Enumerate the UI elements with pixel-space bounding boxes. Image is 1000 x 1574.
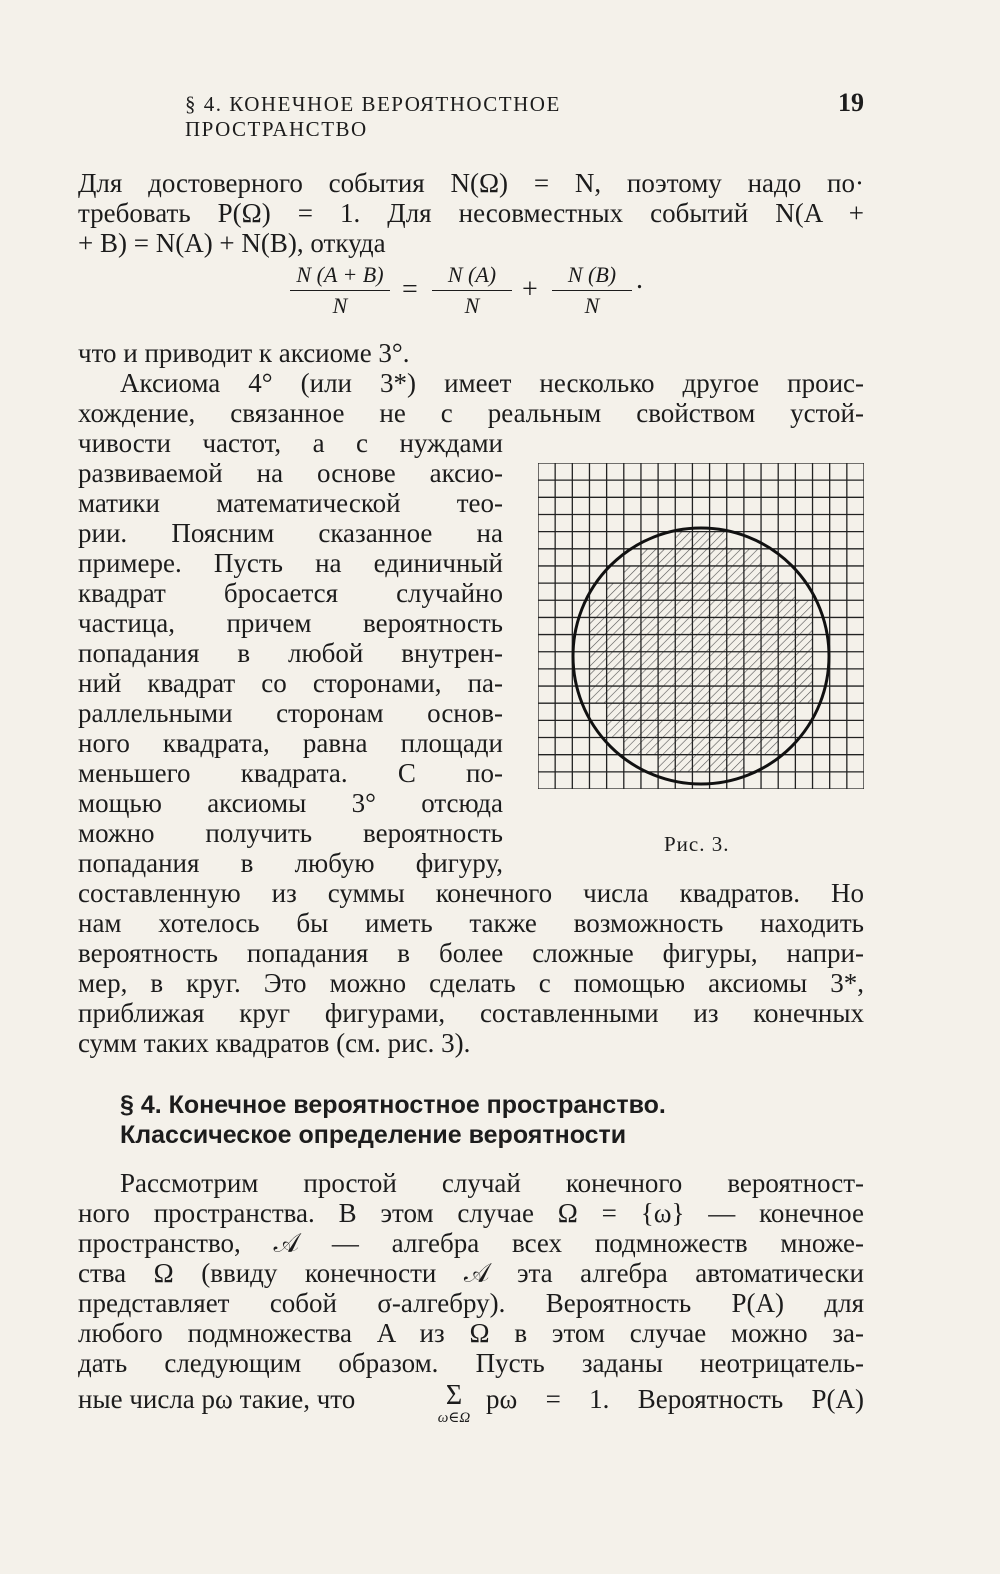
- text-line: pω = 1. Вероятность P(A): [486, 1384, 864, 1414]
- hatched-cell: [692, 566, 709, 583]
- hatched-cell: [658, 583, 675, 600]
- text-line: ний квадрат со сторонами, па-: [78, 668, 503, 698]
- hatched-cell: [607, 686, 624, 703]
- hatched-cell: [778, 583, 795, 600]
- section-subtitle: Классическое определение вероятности: [120, 1121, 627, 1149]
- hatched-cell: [744, 600, 761, 617]
- hatched-cell: [641, 617, 658, 634]
- hatched-cell: [744, 549, 761, 566]
- text-line: можно получить вероятность: [78, 818, 503, 848]
- hatched-cell: [727, 703, 744, 720]
- hatched-cell: [761, 652, 778, 669]
- hatched-cell: [641, 686, 658, 703]
- hatched-cell: [727, 635, 744, 652]
- fraction-numerator: N (A): [432, 262, 512, 291]
- text-line: представляет собой σ-алгебру). Вероятность P(A) для: [78, 1288, 864, 1318]
- hatched-cell: [761, 703, 778, 720]
- hatched-cell: [727, 600, 744, 617]
- text-line: ного квадрата, равна площади: [78, 728, 503, 758]
- hatched-cell: [692, 652, 709, 669]
- sum-symbol: Σ: [445, 1380, 463, 1411]
- hatched-cell: [675, 652, 692, 669]
- fraction-lhs: [290, 262, 390, 319]
- hatched-cell: [658, 600, 675, 617]
- hatched-cell: [624, 703, 641, 720]
- hatched-cell: [658, 755, 675, 772]
- hatched-cell: [692, 617, 709, 634]
- hatched-cell: [778, 720, 795, 737]
- text-line: что и приводит к аксиоме 3°.: [78, 338, 410, 368]
- hatched-cell: [710, 549, 727, 566]
- fraction-denominator: N: [332, 293, 348, 318]
- text-line: пространство, 𝒜 — алгебра всех подмножеств множе-: [78, 1228, 864, 1258]
- fraction-term2: [552, 262, 632, 319]
- text-line: любого подмножества A из Ω в этом случае можно за-: [78, 1318, 864, 1348]
- hatched-cell: [624, 583, 641, 600]
- fraction-numerator: N (A + B): [290, 262, 390, 291]
- hatched-cell: [710, 703, 727, 720]
- hatched-cell: [692, 600, 709, 617]
- hatched-cell: [658, 720, 675, 737]
- text-line: ные числа pω такие, что: [78, 1384, 356, 1414]
- hatched-cell: [675, 583, 692, 600]
- hatched-cell: [778, 669, 795, 686]
- hatched-cell: [744, 686, 761, 703]
- hatched-cell: [624, 738, 641, 755]
- text-line: дать следующим образом. Пусть заданы неотрицатель-: [78, 1348, 864, 1378]
- text-line: составленную из суммы конечного числа квадратов. Но: [78, 878, 864, 908]
- hatched-cell: [795, 600, 812, 617]
- hatched-cell: [710, 635, 727, 652]
- hatched-cell: [692, 703, 709, 720]
- hatched-cell: [710, 532, 727, 549]
- text-line: мер, в круг. Это можно сделать с помощью аксиомы 3*,: [78, 968, 864, 998]
- hatched-cell: [624, 617, 641, 634]
- hatched-cell: [607, 703, 624, 720]
- fraction-term1: [432, 262, 512, 319]
- hatched-cell: [692, 583, 709, 600]
- hatched-cell: [607, 617, 624, 634]
- hatched-cell: [692, 738, 709, 755]
- text-line: мощью аксиомы 3° отсюда: [78, 788, 503, 818]
- hatched-cell: [675, 635, 692, 652]
- hatched-cell: [658, 738, 675, 755]
- sum-index: ω∈Ω: [437, 1410, 471, 1426]
- hatched-cell: [675, 755, 692, 772]
- hatched-cell: [589, 652, 606, 669]
- hatched-cell: [658, 566, 675, 583]
- hatched-cell: [658, 652, 675, 669]
- hatched-cell: [727, 738, 744, 755]
- hatched-cell: [675, 600, 692, 617]
- hatched-cell: [589, 617, 606, 634]
- text-line: ного пространства. В этом случае Ω = {ω} — конечное: [78, 1198, 864, 1228]
- hatched-cell: [710, 583, 727, 600]
- hatched-cell: [641, 635, 658, 652]
- hatched-cell: [624, 686, 641, 703]
- hatched-cell: [727, 652, 744, 669]
- text-line: рии. Поясним сказанное на: [78, 518, 503, 548]
- hatched-cell: [744, 566, 761, 583]
- hatched-cell: [641, 549, 658, 566]
- hatched-cell: [658, 686, 675, 703]
- text-line: развиваемой на основе аксио-: [78, 458, 503, 488]
- hatched-cell: [607, 635, 624, 652]
- hatched-cell: [710, 652, 727, 669]
- hatched-cell: [710, 738, 727, 755]
- hatched-cell: [710, 755, 727, 772]
- text-line: частица, причем вероятность: [78, 608, 503, 638]
- hatched-cell: [778, 652, 795, 669]
- hatched-cell: [778, 703, 795, 720]
- hatched-cell: [727, 686, 744, 703]
- page-number: 19: [838, 88, 864, 117]
- hatched-cell: [710, 720, 727, 737]
- formula-period: .: [636, 264, 643, 295]
- hatched-cell: [641, 583, 658, 600]
- hatched-cell: [778, 686, 795, 703]
- hatched-cell: [761, 686, 778, 703]
- hatched-cell: [675, 738, 692, 755]
- text-line: приближая круг фигурами, составленными из конечных: [78, 998, 864, 1028]
- hatched-cell: [744, 635, 761, 652]
- hatched-cell: [744, 703, 761, 720]
- hatched-cell: [744, 738, 761, 755]
- hatched-cell: [589, 635, 606, 652]
- hatched-cell: [675, 703, 692, 720]
- hatched-cell: [727, 549, 744, 566]
- equals-sign: =: [402, 274, 418, 305]
- text-line: вероятность попадания в более сложные фигуры, напри-: [78, 938, 864, 968]
- hatched-cell: [692, 755, 709, 772]
- hatched-cell: [607, 600, 624, 617]
- text-line: попадания в любой внутрен-: [78, 638, 503, 668]
- hatched-cell: [658, 617, 675, 634]
- hatched-cell: [692, 635, 709, 652]
- hatched-cell: [795, 635, 812, 652]
- running-head: § 4. КОНЕЧНОЕ ВЕРОЯТНОСТНОЕ ПРОСТРАНСТВО: [185, 92, 561, 141]
- fraction-denominator: N: [584, 293, 600, 318]
- hatched-cell: [675, 566, 692, 583]
- hatched-cell: [710, 686, 727, 703]
- hatched-cell: [675, 617, 692, 634]
- text-line: чивости частот, а с нуждами: [78, 428, 503, 458]
- fraction-denominator: N: [464, 293, 480, 318]
- hatched-cell: [727, 566, 744, 583]
- hatched-cell: [778, 600, 795, 617]
- grid-circle-figure: [538, 463, 864, 789]
- hatched-cell: [641, 600, 658, 617]
- hatched-cell: [710, 566, 727, 583]
- text-line: меньшего квадрата. С по-: [78, 758, 503, 788]
- hatched-cell: [795, 669, 812, 686]
- hatched-cell: [675, 532, 692, 549]
- hatched-cell: [675, 720, 692, 737]
- hatched-cell: [589, 686, 606, 703]
- fraction-formula: [290, 262, 650, 324]
- hatched-cell: [658, 635, 675, 652]
- text-line: + B) = N(A) + N(B), откуда: [78, 228, 386, 258]
- hatched-cell: [744, 720, 761, 737]
- hatched-cell: [761, 669, 778, 686]
- hatched-cell: [692, 720, 709, 737]
- hatched-cell: [641, 703, 658, 720]
- hatched-cell: [692, 532, 709, 549]
- text-line: раллельными сторонам основ-: [78, 698, 503, 728]
- hatched-cell: [692, 686, 709, 703]
- text-line: Аксиома 4° (или 3*) имеет несколько другое проис-: [120, 368, 864, 398]
- hatched-cell: [795, 652, 812, 669]
- hatched-cell: [727, 617, 744, 634]
- hatched-cell: [641, 652, 658, 669]
- hatched-cell: [761, 720, 778, 737]
- hatched-cell: [589, 669, 606, 686]
- hatched-cell: [744, 583, 761, 600]
- hatched-cell: [624, 600, 641, 617]
- text-line: попадания в любую фигуру,: [78, 848, 503, 878]
- text-line: матики математической тео-: [78, 488, 503, 518]
- hatched-cell: [675, 549, 692, 566]
- text-line: нам хотелось бы иметь также возможность находить: [78, 908, 864, 938]
- hatched-cell: [761, 566, 778, 583]
- hatched-cell: [710, 600, 727, 617]
- hatched-cell: [761, 600, 778, 617]
- hatched-cell: [744, 669, 761, 686]
- hatched-cell: [727, 583, 744, 600]
- hatched-cell: [607, 652, 624, 669]
- section-title: § 4. Конечное вероятностное пространство.: [120, 1091, 666, 1119]
- hatched-cell: [761, 617, 778, 634]
- text-line: сумм таких квадратов (см. рис. 3).: [78, 1028, 471, 1058]
- hatched-cell: [795, 686, 812, 703]
- hatched-cell: [658, 669, 675, 686]
- hatched-cell: [710, 617, 727, 634]
- figure-caption: Рис. 3.: [664, 832, 730, 856]
- hatched-cell: [675, 669, 692, 686]
- hatched-cell: [727, 669, 744, 686]
- text-line: примере. Пусть на единичный: [78, 548, 503, 578]
- hatched-cell: [658, 549, 675, 566]
- summation: [424, 1382, 484, 1426]
- hatched-cell: [641, 738, 658, 755]
- hatched-cell: [727, 720, 744, 737]
- hatched-cell: [727, 755, 744, 772]
- hatched-cell: [607, 669, 624, 686]
- hatched-cell: [607, 720, 624, 737]
- hatched-cell: [710, 669, 727, 686]
- hatched-cell: [761, 583, 778, 600]
- hatched-cell: [778, 635, 795, 652]
- hatched-cell: [761, 635, 778, 652]
- fraction-numerator: N (B): [552, 262, 632, 291]
- hatched-cell: [624, 652, 641, 669]
- hatched-cell: [744, 652, 761, 669]
- text-line: требовать P(Ω) = 1. Для несовместных событий N(A +: [78, 198, 864, 228]
- hatched-cell: [641, 720, 658, 737]
- text-line: квадрат бросается случайно: [78, 578, 503, 608]
- hatched-cell: [692, 549, 709, 566]
- hatched-cell: [624, 669, 641, 686]
- hatched-cell: [624, 566, 641, 583]
- text-line: Для достоверного события N(Ω) = N, поэтому надо по·: [78, 168, 864, 198]
- text-line: Рассмотрим простой случай конечного вероятност-: [120, 1168, 864, 1198]
- hatched-cell: [641, 566, 658, 583]
- text-line: ства Ω (ввиду конечности 𝒜 эта алгебра автоматически: [78, 1258, 864, 1288]
- hatched-cell: [658, 703, 675, 720]
- hatched-cell: [624, 635, 641, 652]
- hatched-cell: [778, 617, 795, 634]
- hatched-cell: [744, 617, 761, 634]
- hatched-cell: [641, 669, 658, 686]
- hatched-cell: [624, 720, 641, 737]
- hatched-cell: [692, 669, 709, 686]
- hatched-cell: [761, 738, 778, 755]
- text-line: хождение, связанное не с реальным свойством устой-: [78, 398, 864, 428]
- hatched-cell: [795, 617, 812, 634]
- hatched-cell: [675, 686, 692, 703]
- hatched-cell: [607, 583, 624, 600]
- plus-sign: +: [522, 274, 538, 305]
- hatched-cell: [589, 600, 606, 617]
